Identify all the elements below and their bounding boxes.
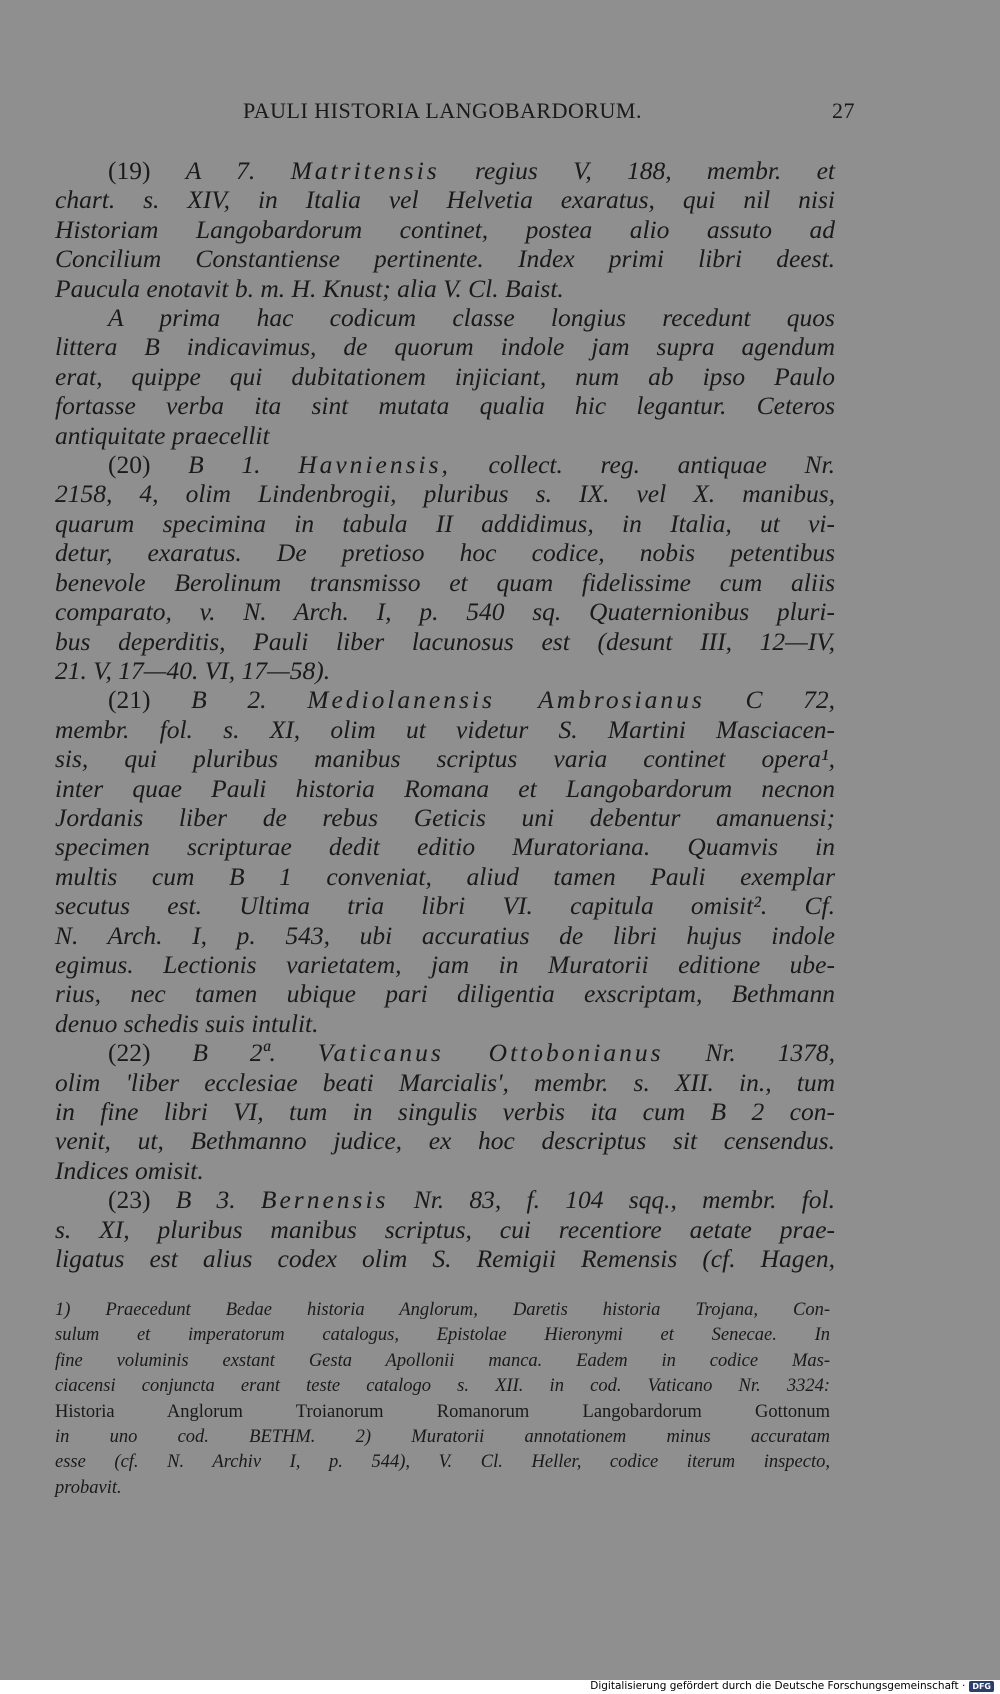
text-line bbox=[55, 1126, 835, 1155]
text-line bbox=[55, 509, 835, 538]
text-line bbox=[55, 185, 835, 214]
text-line bbox=[55, 303, 835, 332]
text-span: comparato, v. N. Arch. I, p. 540 sq. Quaternionibus pluri- bbox=[55, 597, 835, 627]
footnote-line: Historia Anglorum Troianorum Romanorum Langobardorum Gottonum bbox=[55, 1401, 830, 1422]
text-span: Bernensis bbox=[260, 1185, 389, 1215]
text-span: venit, ut, Bethmanno judice, ex hoc descriptus sit censendus. bbox=[55, 1126, 835, 1156]
text-line bbox=[55, 450, 835, 479]
text-span: B 2. bbox=[191, 685, 308, 715]
text-span: benevole Berolinum transmisso et quam fidelissime cum aliis bbox=[55, 567, 835, 597]
text-line bbox=[55, 1156, 835, 1185]
text-line bbox=[55, 715, 835, 744]
text-line bbox=[55, 156, 835, 185]
footnote-line: 1) Praecedunt Bedae historia Anglorum, Daretis historia Trojana, Con- bbox=[55, 1300, 830, 1320]
text-span: secutus est. Ultima tria libri VI. capitula omisit². Cf. bbox=[55, 891, 835, 921]
text-span: littera B indicavimus, de quorum indole jam supra agendum bbox=[55, 332, 835, 362]
text-line bbox=[55, 391, 835, 420]
footnote-line: fine voluminis exstant Gesta Apollonii manca. Eadem in codice Mas- bbox=[55, 1350, 830, 1371]
text-span: fortasse verba ita sint mutata qualia hic legantur. Ceteros bbox=[55, 391, 835, 421]
text-span: B 2ª. bbox=[192, 1038, 318, 1068]
text-span: Vaticanus Ottobonianus bbox=[317, 1038, 664, 1068]
text-line bbox=[55, 568, 835, 597]
text-line bbox=[55, 1097, 835, 1126]
credit-text: Digitalisierung gefördert durch die Deutsche Forschungsgemeinschaft · bbox=[590, 1680, 966, 1692]
text-span: inter quae Pauli historia Romana et Langobardorum necnon bbox=[55, 773, 835, 803]
text-line bbox=[55, 274, 835, 303]
text-line bbox=[55, 1244, 835, 1273]
text-line bbox=[55, 832, 835, 861]
text-span: 21. V, 17—40. VI, 17—58). bbox=[55, 655, 331, 685]
text-line bbox=[55, 803, 835, 832]
text-span: Concilium Constantiense pertinente. Index primi libri deest. bbox=[55, 244, 835, 274]
text-line bbox=[55, 538, 835, 567]
running-title: PAULI HISTORIA LANGOBARDORUM. bbox=[243, 98, 642, 123]
text-span: Paucula enotavit b. m. H. Knust; alia V. Cl. Baist. bbox=[55, 273, 564, 303]
text-span: sis, qui pluribus manibus scriptus varia continet opera¹, bbox=[55, 744, 835, 774]
text-span: A 7. bbox=[185, 156, 291, 185]
text-line bbox=[55, 1068, 835, 1097]
text-span: Jordanis liber de rebus Geticis uni debentur amanuensi; bbox=[55, 802, 835, 832]
text-span: olim 'liber ecclesiae beati Marcialis', membr. s. XII. in., tum bbox=[55, 1067, 835, 1097]
text-line bbox=[55, 774, 835, 803]
text-line bbox=[55, 685, 835, 714]
text-span: bus deperditis, Pauli liber lacunosus est (desunt III, 12—IV, bbox=[55, 626, 835, 656]
text-line bbox=[55, 979, 835, 1008]
text-span: 2158, 4, olim Lindenbrogii, pluribus s. IX. vel X. manibus, bbox=[55, 479, 835, 509]
text-span: (19) bbox=[108, 156, 186, 185]
text-line bbox=[55, 656, 835, 685]
footnote-line: sulum et imperatorum catalogus, Epistolae Hieronymi et Senecae. In bbox=[55, 1325, 830, 1346]
text-span: (22) bbox=[108, 1038, 193, 1068]
footnotes bbox=[55, 1298, 830, 1501]
text-span: membr. fol. s. XI, olim ut videtur S. Martini Masciacen- bbox=[55, 714, 835, 744]
text-span: egimus. Lectionis varietatem, jam in Muratorii editione ube- bbox=[55, 949, 835, 979]
footnote-line: esse (cf. N. Archiv I, p. 544), V. Cl. Heller, codice iterum inspecto, bbox=[55, 1452, 830, 1473]
dfg-logo: DFG bbox=[969, 1681, 994, 1692]
text-line bbox=[55, 950, 835, 979]
text-line bbox=[55, 862, 835, 891]
footnote-line: in uno cod. BETHM. 2) Muratorii annotationem minus accuratam bbox=[55, 1427, 830, 1448]
text-span: Matritensis bbox=[290, 156, 440, 185]
text-span: specimen scripturae dedit editio Muratoriana. Quamvis in bbox=[55, 832, 835, 862]
text-span: erat, quippe qui dubitationem injiciant, num ab ipso Paulo bbox=[55, 361, 835, 391]
text-span: B 1. bbox=[188, 450, 299, 480]
text-line bbox=[55, 1038, 835, 1067]
footnote-line: probavit. bbox=[55, 1477, 122, 1498]
text-span: Mediolanensis Ambrosianus bbox=[307, 685, 705, 715]
text-line bbox=[55, 332, 835, 361]
text-line bbox=[55, 891, 835, 920]
text-span: antiquitate praecellit bbox=[55, 420, 270, 450]
text-line bbox=[55, 1185, 835, 1214]
text-span: B 3. bbox=[175, 1185, 261, 1215]
text-line bbox=[55, 362, 835, 391]
text-span: A prima hac codicum classe longius recedunt quos bbox=[108, 303, 835, 333]
text-span: rius, nec tamen ubique pari diligentia exscriptam, Bethmann bbox=[55, 979, 835, 1009]
text-span: detur, exaratus. De pretioso hoc codice, nobis petentibus bbox=[55, 538, 835, 568]
text-span: Nr. 1378, bbox=[663, 1038, 836, 1068]
text-span: collect. reg. antiquae Nr. bbox=[450, 450, 836, 480]
text-span: multis cum B 1 conveniat, aliud tamen Pauli exemplar bbox=[55, 861, 835, 891]
text-line bbox=[55, 421, 835, 450]
text-line bbox=[55, 215, 835, 244]
text-span: Havniensis, bbox=[298, 450, 451, 480]
text-line bbox=[55, 627, 835, 656]
text-span: Historiam Langobardorum continet, postea alio assuto ad bbox=[55, 214, 835, 244]
text-line bbox=[55, 1215, 835, 1244]
text-line bbox=[55, 1009, 835, 1038]
text-span: (20) bbox=[108, 450, 189, 480]
text-span: (23) bbox=[108, 1185, 176, 1215]
text-span: C 72, bbox=[704, 685, 836, 715]
page-number: 27 bbox=[832, 98, 855, 123]
text-span: N. Arch. I, p. 543, ubi accuratius de libri hujus indole bbox=[55, 920, 835, 950]
footnote-line: ciacensi conjuncta erant teste catalogo s. XII. in cod. Vaticano Nr. 3324: bbox=[55, 1376, 830, 1397]
text-span: regius V, 188, membr. et bbox=[439, 156, 835, 185]
text-line bbox=[55, 597, 835, 626]
text-line bbox=[55, 921, 835, 950]
text-line bbox=[55, 744, 835, 773]
text-span: s. XI, pluribus manibus scriptus, cui recentiore aetate prae- bbox=[55, 1214, 835, 1244]
main-text bbox=[55, 156, 835, 1273]
text-line bbox=[55, 244, 835, 273]
text-span: (21) bbox=[108, 685, 192, 715]
digitization-credit bbox=[590, 1680, 994, 1692]
text-span: ligatus est alius codex olim S. Remigii Remensis (cf. Hagen, bbox=[55, 1244, 835, 1274]
text-span: Nr. 83, f. 104 sqq., membr. fol. bbox=[388, 1185, 836, 1215]
text-span: Indices omisit. bbox=[55, 1155, 204, 1185]
text-span: denuo schedis suis intulit. bbox=[55, 1008, 319, 1038]
text-span: chart. s. XIV, in Italia vel Helvetia exaratus, qui nil nisi bbox=[55, 185, 835, 215]
text-span: in fine libri VI, tum in singulis verbis ita cum B 2 con- bbox=[55, 1097, 835, 1126]
text-line bbox=[55, 479, 835, 508]
text-span: quarum specimina in tabula II addidimus, in Italia, ut vi- bbox=[55, 508, 835, 538]
